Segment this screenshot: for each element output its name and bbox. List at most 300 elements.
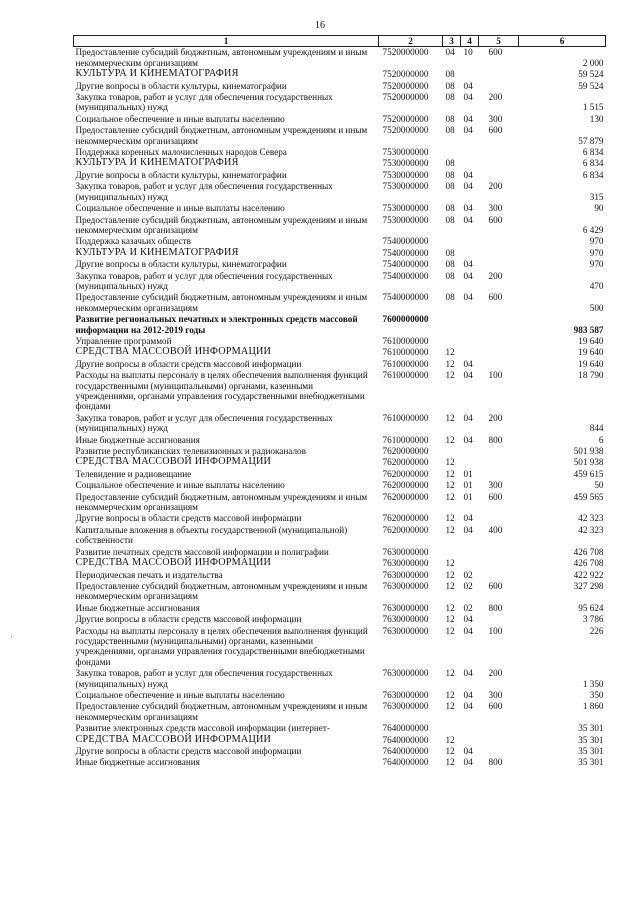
cell-sub (461, 547, 479, 558)
table-row (74, 170, 606, 181)
cell-name: Предоставление субсидий бюджетным, автономным учреждениям и иным некоммерческим организациям (75, 491, 368, 513)
cell-kind: 200 (488, 92, 503, 103)
cell-sub (461, 314, 479, 336)
cell-sub: 04 (463, 513, 473, 524)
table-row (74, 181, 606, 203)
table-row (74, 746, 606, 757)
cell-code: 7610000000 (382, 358, 429, 369)
cell-name: Предоставление субсидий бюджетным, автономным учреждениям и иным некоммерческим организациям (75, 701, 368, 722)
cell-name: Поддержка казачьих обществ (75, 236, 191, 247)
cell-sub: 02 (463, 569, 473, 580)
cell-amount: 6 429 (582, 224, 604, 235)
table-row (74, 236, 606, 247)
cell-sec: 12 (445, 602, 455, 613)
cell-code: 7530000000 (382, 169, 429, 180)
cell-sec: 08 (445, 113, 455, 124)
cell-sub (461, 735, 479, 746)
cell-code: 7610000000 (382, 434, 429, 445)
cell-sec (443, 547, 461, 558)
cell-sec: 12 (445, 689, 455, 700)
cell-amount: 501 938 (573, 446, 604, 457)
cell-code: 7530000000 (382, 181, 429, 192)
cell-code: 7630000000 (382, 668, 429, 679)
cell-amount: 35 301 (578, 734, 604, 745)
cell-amount: 19 640 (578, 358, 604, 369)
cell-sec: 12 (445, 668, 455, 679)
cell-sec: 12 (445, 347, 455, 358)
cell-sub: 04 (463, 259, 473, 270)
table-row (74, 469, 606, 480)
cell-sub: 04 (463, 689, 473, 700)
cell-sec: 12 (445, 491, 455, 502)
cell-kind: 400 (488, 524, 503, 535)
cell-code: 7540000000 (382, 259, 429, 270)
cell-kind (479, 69, 519, 80)
cell-code: 7520000000 (382, 92, 429, 103)
cell-name: Предоставление субсидий бюджетным, автономным учреждениям и иным некоммерческим организациям (75, 292, 368, 313)
table-body (74, 47, 606, 769)
cell-sec: 12 (445, 524, 455, 535)
col-header-5: 5 (479, 36, 519, 47)
cell-sec: 08 (445, 214, 455, 225)
cell-amount: 6 834 (582, 147, 604, 158)
cell-sub (461, 558, 479, 569)
cell-kind: 600 (488, 491, 503, 502)
cell-sec: 12 (445, 370, 455, 381)
cell-code: 7530000000 (382, 158, 429, 169)
cell-name: Иные бюджетные ассигнования (75, 434, 200, 445)
col-header-4: 4 (461, 36, 479, 47)
cell-sec: 08 (445, 158, 455, 169)
cell-code: 7600000000 (382, 314, 429, 325)
cell-sub: 01 (463, 491, 473, 502)
cell-sub (461, 336, 479, 347)
cell-amount: 226 (589, 625, 604, 636)
cell-sec: 12 (445, 580, 455, 591)
cell-sub: 02 (463, 580, 473, 591)
table-row (74, 347, 606, 358)
cell-code: 7520000000 (382, 47, 429, 58)
cell-sub: 04 (463, 434, 473, 445)
cell-code: 7620000000 (382, 491, 429, 502)
cell-kind: 600 (488, 47, 503, 58)
table-row (74, 525, 606, 547)
table-row (74, 114, 606, 125)
cell-code: 7640000000 (382, 746, 429, 756)
cell-sub: 04 (463, 214, 473, 225)
cell-amount: 42 323 (578, 513, 604, 524)
table-row (74, 690, 606, 701)
cell-sec: 12 (445, 569, 455, 580)
cell-code: 7630000000 (382, 614, 429, 625)
cell-name: Предоставление субсидий бюджетным, автономным учреждениям и иным некоммерческим организациям (75, 125, 368, 146)
cell-name: Другие вопросы в области средств массовой информации (75, 358, 302, 369)
cell-sub: 04 (463, 203, 473, 214)
cell-sec (443, 147, 461, 158)
table-row (74, 259, 606, 270)
cell-code: 7630000000 (382, 558, 429, 569)
cell-amount: 970 (589, 236, 604, 247)
table-row (74, 248, 606, 259)
table-row (74, 92, 606, 114)
cell-code: 7620000000 (382, 457, 429, 468)
cell-name: Предоставление субсидий бюджетным, автономным учреждениям и иным некоммерческим организациям (75, 47, 368, 68)
cell-sub: 04 (463, 412, 473, 423)
table-row (74, 47, 606, 69)
cell-amount: 350 (589, 689, 604, 700)
cell-sub (461, 248, 479, 259)
margin-mark: · (10, 632, 13, 642)
cell-name: Предоставление субсидий бюджетным, автономным учреждениям и иным некоммерческим организациям (75, 580, 368, 602)
table-row (74, 271, 606, 293)
cell-sec: 12 (445, 457, 455, 468)
cell-amount: 426 708 (573, 546, 604, 557)
cell-name: Социальное обеспечение и иные выплаты населению (75, 203, 285, 214)
cell-amount: 983 587 (573, 324, 604, 335)
cell-kind: 300 (488, 689, 503, 700)
cell-amount: 6 (598, 434, 604, 445)
cell-sec (443, 314, 461, 336)
table-row (74, 69, 606, 80)
cell-kind (479, 446, 519, 457)
cell-amount: 57 879 (578, 135, 604, 146)
cell-kind (479, 558, 519, 569)
cell-kind: 600 (488, 701, 503, 712)
cell-sub: 04 (463, 524, 473, 535)
cell-amount: 59 524 (578, 80, 604, 91)
cell-kind (479, 314, 519, 336)
table-row (74, 581, 606, 603)
cell-name: Социальное обеспечение и иные выплаты населению (75, 113, 285, 124)
cell-name: Развитие электронных средств массовой информации (интернет- (75, 723, 330, 734)
cell-code: 7540000000 (382, 247, 429, 258)
cell-name: Другие вопросы в области культуры, кинематографии (75, 80, 287, 91)
cell-name: Другие вопросы в области средств массовой информации (75, 513, 302, 524)
cell-code: 7630000000 (382, 546, 429, 557)
cell-amount: 42 323 (578, 524, 604, 535)
cell-kind (479, 723, 519, 734)
cell-kind: 600 (488, 214, 503, 225)
table-header (74, 36, 606, 47)
cell-amount: 6 834 (582, 169, 604, 180)
cell-code: 7610000000 (382, 335, 429, 346)
cell-name: Закупка товаров, работ и услуг для обеспечения государственных (муниципальных) нужд (75, 270, 333, 291)
cell-amount: 50 (594, 480, 604, 491)
cell-code: 7630000000 (382, 625, 429, 636)
cell-amount: 500 (589, 302, 604, 313)
cell-kind: 200 (488, 181, 503, 192)
cell-code: 7630000000 (382, 701, 429, 712)
cell-kind (479, 469, 519, 480)
cell-sec: 12 (445, 746, 455, 756)
table-row (74, 701, 606, 723)
cell-kind: 200 (488, 270, 503, 281)
table-row (74, 292, 606, 314)
cell-amount: 35 301 (578, 746, 604, 756)
cell-amount: 3 786 (582, 614, 604, 625)
cell-name: Закупка товаров, работ и услуг для обеспечения государственных (муниципальных) нужд (75, 668, 333, 689)
table-row (74, 492, 606, 514)
cell-name: КУЛЬТУРА И КИНЕМАТОГРАФИЯ (75, 68, 239, 80)
table-row (74, 757, 606, 768)
cell-code: 7610000000 (382, 412, 429, 423)
cell-sec (443, 446, 461, 457)
cell-name: Расходы на выплаты персоналу в целях обеспечения выполнения функций государственными (муниципальными) органами, казенными учреждениями, органами управления государственными внебюджетными фондами (75, 370, 368, 412)
table-row (74, 314, 606, 336)
cell-kind (479, 170, 519, 181)
table-row (74, 435, 606, 446)
cell-name: КУЛЬТУРА И КИНЕМАТОГРАФИЯ (75, 246, 239, 258)
cell-kind (479, 614, 519, 625)
cell-name: СРЕДСТВА МАССОВОЙ ИНФОРМАЦИИ (75, 733, 272, 745)
cell-amount: 422 922 (573, 569, 604, 580)
cell-sec: 04 (445, 47, 455, 58)
cell-name: Закупка товаров, работ и услуг для обеспечения государственных (муниципальных) нужд (75, 412, 333, 434)
cell-sec: 12 (445, 434, 455, 445)
cell-kind: 800 (488, 757, 503, 768)
cell-kind: 300 (488, 113, 503, 124)
cell-sec: 12 (445, 734, 455, 745)
cell-sec: 12 (445, 757, 455, 768)
cell-name: Другие вопросы в области средств массовой информации (75, 746, 302, 756)
cell-sub: 02 (463, 602, 473, 613)
cell-code: 7520000000 (382, 69, 429, 80)
cell-code: 7640000000 (382, 723, 429, 734)
cell-name: Расходы на выплаты персоналу в целях обеспечения выполнения функций государственными (муниципальными) органами, казенными учреждениями, органами управления государственными внебюджетными фондами (75, 625, 368, 667)
cell-name: Капитальные вложения в объекты государственной (муниципальной) собственности (75, 524, 348, 546)
cell-name: Управление программой (75, 335, 172, 346)
cell-name: Периодическая печать и издательства (75, 569, 223, 580)
cell-sec: 08 (445, 259, 455, 270)
cell-sub: 04 (463, 668, 473, 679)
cell-sub: 04 (463, 746, 473, 756)
cell-code: 7520000000 (382, 113, 429, 124)
cell-sub (461, 723, 479, 734)
cell-sub (461, 457, 479, 468)
cell-code: 7620000000 (382, 480, 429, 491)
cell-code: 7520000000 (382, 80, 429, 91)
cell-sub: 01 (463, 468, 473, 479)
table-row (74, 370, 606, 413)
cell-kind: 600 (488, 292, 503, 303)
cell-code: 7530000000 (382, 214, 429, 225)
cell-sub: 01 (463, 480, 473, 491)
cell-amount: 6 834 (582, 158, 604, 169)
cell-sub (461, 147, 479, 158)
cell-name: Другие вопросы в области культуры, кинематографии (75, 259, 287, 270)
cell-kind (479, 547, 519, 558)
table-row (74, 480, 606, 491)
cell-kind (479, 359, 519, 370)
cell-amount: 35 301 (578, 723, 604, 734)
cell-name: Закупка товаров, работ и услуг для обеспечения государственных (муниципальных) нужд (75, 181, 333, 202)
cell-name: Иные бюджетные ассигнования (75, 602, 200, 613)
cell-sec: 08 (445, 292, 455, 303)
cell-sub (461, 236, 479, 247)
cell-name: КУЛЬТУРА И КИНЕМАТОГРАФИЯ (75, 157, 239, 169)
cell-kind (479, 81, 519, 92)
cell-amount: 327 298 (573, 580, 604, 591)
cell-code: 7540000000 (382, 270, 429, 281)
cell-sec: 08 (445, 92, 455, 103)
cell-kind (479, 513, 519, 524)
cell-name: СРЕДСТВА МАССОВОЙ ИНФОРМАЦИИ (75, 346, 272, 358)
table-row (74, 668, 606, 690)
cell-name: Другие вопросы в области культуры, кинематографии (75, 169, 287, 180)
cell-amount: 459 565 (573, 491, 604, 502)
cell-amount: 18 790 (578, 370, 604, 381)
cell-amount: 501 938 (573, 457, 604, 468)
cell-kind: 100 (488, 370, 503, 381)
cell-kind: 800 (488, 602, 503, 613)
cell-sec: 08 (445, 80, 455, 91)
table-row (74, 215, 606, 237)
cell-sub: 04 (463, 625, 473, 636)
table-row (74, 723, 606, 734)
cell-name: Поддержка коренных малочисленных народов Севера (75, 147, 287, 158)
cell-kind (479, 347, 519, 358)
table-row (74, 735, 606, 746)
cell-kind: 600 (488, 125, 503, 136)
cell-sec: 12 (445, 513, 455, 524)
cell-kind (479, 746, 519, 757)
cell-name: Развитие печатных средств массовой информации и полиграфии (75, 546, 329, 557)
col-header-1: 1 (74, 36, 379, 47)
cell-sub: 04 (463, 80, 473, 91)
cell-amount: 19 640 (578, 335, 604, 346)
cell-code: 7640000000 (382, 734, 429, 745)
cell-code: 7530000000 (382, 147, 429, 158)
cell-code: 7630000000 (382, 569, 429, 580)
cell-code: 7540000000 (382, 236, 429, 247)
cell-code: 7520000000 (382, 125, 429, 136)
cell-code: 7640000000 (382, 757, 429, 768)
cell-sub: 04 (463, 92, 473, 103)
cell-kind (479, 336, 519, 347)
cell-name: Социальное обеспечение и иные выплаты населению (75, 480, 285, 491)
cell-sec: 08 (445, 181, 455, 192)
cell-kind (479, 158, 519, 169)
cell-code: 7620000000 (382, 524, 429, 535)
cell-sub: 04 (463, 169, 473, 180)
cell-kind (479, 735, 519, 746)
cell-code: 7630000000 (382, 689, 429, 700)
cell-sec: 12 (445, 614, 455, 625)
cell-sec: 12 (445, 701, 455, 712)
page-number: 16 (315, 20, 325, 31)
cell-sec: 12 (445, 468, 455, 479)
cell-code: 7610000000 (382, 370, 429, 381)
cell-sub: 04 (463, 358, 473, 369)
cell-name: Телевидение и радиовещание (75, 468, 192, 479)
cell-sub: 10 (463, 47, 473, 58)
table-row (74, 513, 606, 524)
cell-kind: 200 (488, 668, 503, 679)
cell-amount: 1 350 (582, 678, 604, 689)
cell-sub: 04 (463, 370, 473, 381)
cell-code: 7610000000 (382, 347, 429, 358)
table-row (74, 81, 606, 92)
cell-sec: 08 (445, 270, 455, 281)
cell-sub: 04 (463, 181, 473, 192)
cell-name: СРЕДСТВА МАССОВОЙ ИНФОРМАЦИИ (75, 557, 272, 569)
cell-amount: 844 (589, 423, 604, 434)
cell-amount: 426 708 (573, 558, 604, 569)
cell-amount: 35 301 (578, 757, 604, 768)
cell-name: Закупка товаров, работ и услуг для обеспечения государственных (муниципальных) нужд (75, 92, 333, 113)
table-row (74, 570, 606, 581)
cell-sec: 12 (445, 412, 455, 423)
cell-amount: 130 (589, 113, 604, 124)
cell-sub (461, 446, 479, 457)
cell-kind: 600 (488, 580, 503, 591)
cell-amount: 59 524 (578, 69, 604, 80)
cell-amount: 1 860 (582, 701, 604, 712)
cell-sec (443, 236, 461, 247)
cell-name: Иные бюджетные ассигнования (75, 757, 200, 768)
table-row (74, 457, 606, 468)
col-header-3: 3 (443, 36, 461, 47)
cell-kind (479, 248, 519, 259)
cell-sec: 12 (445, 625, 455, 636)
cell-code: 7620000000 (382, 468, 429, 479)
cell-amount: 90 (594, 203, 604, 214)
cell-sub (461, 347, 479, 358)
cell-sec: 08 (445, 247, 455, 258)
cell-sub: 04 (463, 614, 473, 625)
budget-table (73, 35, 606, 769)
cell-kind: 300 (488, 203, 503, 214)
table-row (74, 413, 606, 435)
table-row (74, 614, 606, 625)
cell-kind (479, 236, 519, 247)
cell-amount: 970 (589, 247, 604, 258)
table-row (74, 125, 606, 147)
cell-code: 7620000000 (382, 513, 429, 524)
cell-name: СРЕДСТВА МАССОВОЙ ИНФОРМАЦИИ (75, 456, 272, 468)
cell-kind: 800 (488, 434, 503, 445)
cell-name: Развитие региональных печатных и электронных средств массовой информации на 2012-2019 годы (75, 314, 358, 335)
col-header-2: 2 (379, 36, 443, 47)
cell-sub (461, 158, 479, 169)
cell-kind (479, 570, 519, 581)
cell-amount: 19 640 (578, 347, 604, 358)
cell-kind: 100 (488, 625, 503, 636)
table-row (74, 603, 606, 614)
cell-amount: 470 (589, 280, 604, 291)
cell-sub: 04 (463, 701, 473, 712)
cell-amount: 315 (589, 191, 604, 202)
cell-kind (479, 457, 519, 468)
cell-sub: 04 (463, 757, 473, 768)
cell-code: 7620000000 (382, 446, 429, 457)
cell-kind: 200 (488, 412, 503, 423)
table-row (74, 158, 606, 169)
cell-sec (443, 336, 461, 347)
cell-code: 7540000000 (382, 292, 429, 303)
cell-sec (443, 723, 461, 734)
cell-amount: 1 515 (582, 102, 604, 113)
cell-code: 7630000000 (382, 602, 429, 613)
cell-name: Социальное обеспечение и иные выплаты населению (75, 689, 285, 700)
table-row (74, 359, 606, 370)
cell-sub (461, 69, 479, 80)
table-row (74, 626, 606, 669)
table-row (74, 203, 606, 214)
cell-sub: 04 (463, 125, 473, 136)
cell-name: Другие вопросы в области средств массовой информации (75, 614, 302, 625)
cell-amount: 95 624 (578, 602, 604, 613)
